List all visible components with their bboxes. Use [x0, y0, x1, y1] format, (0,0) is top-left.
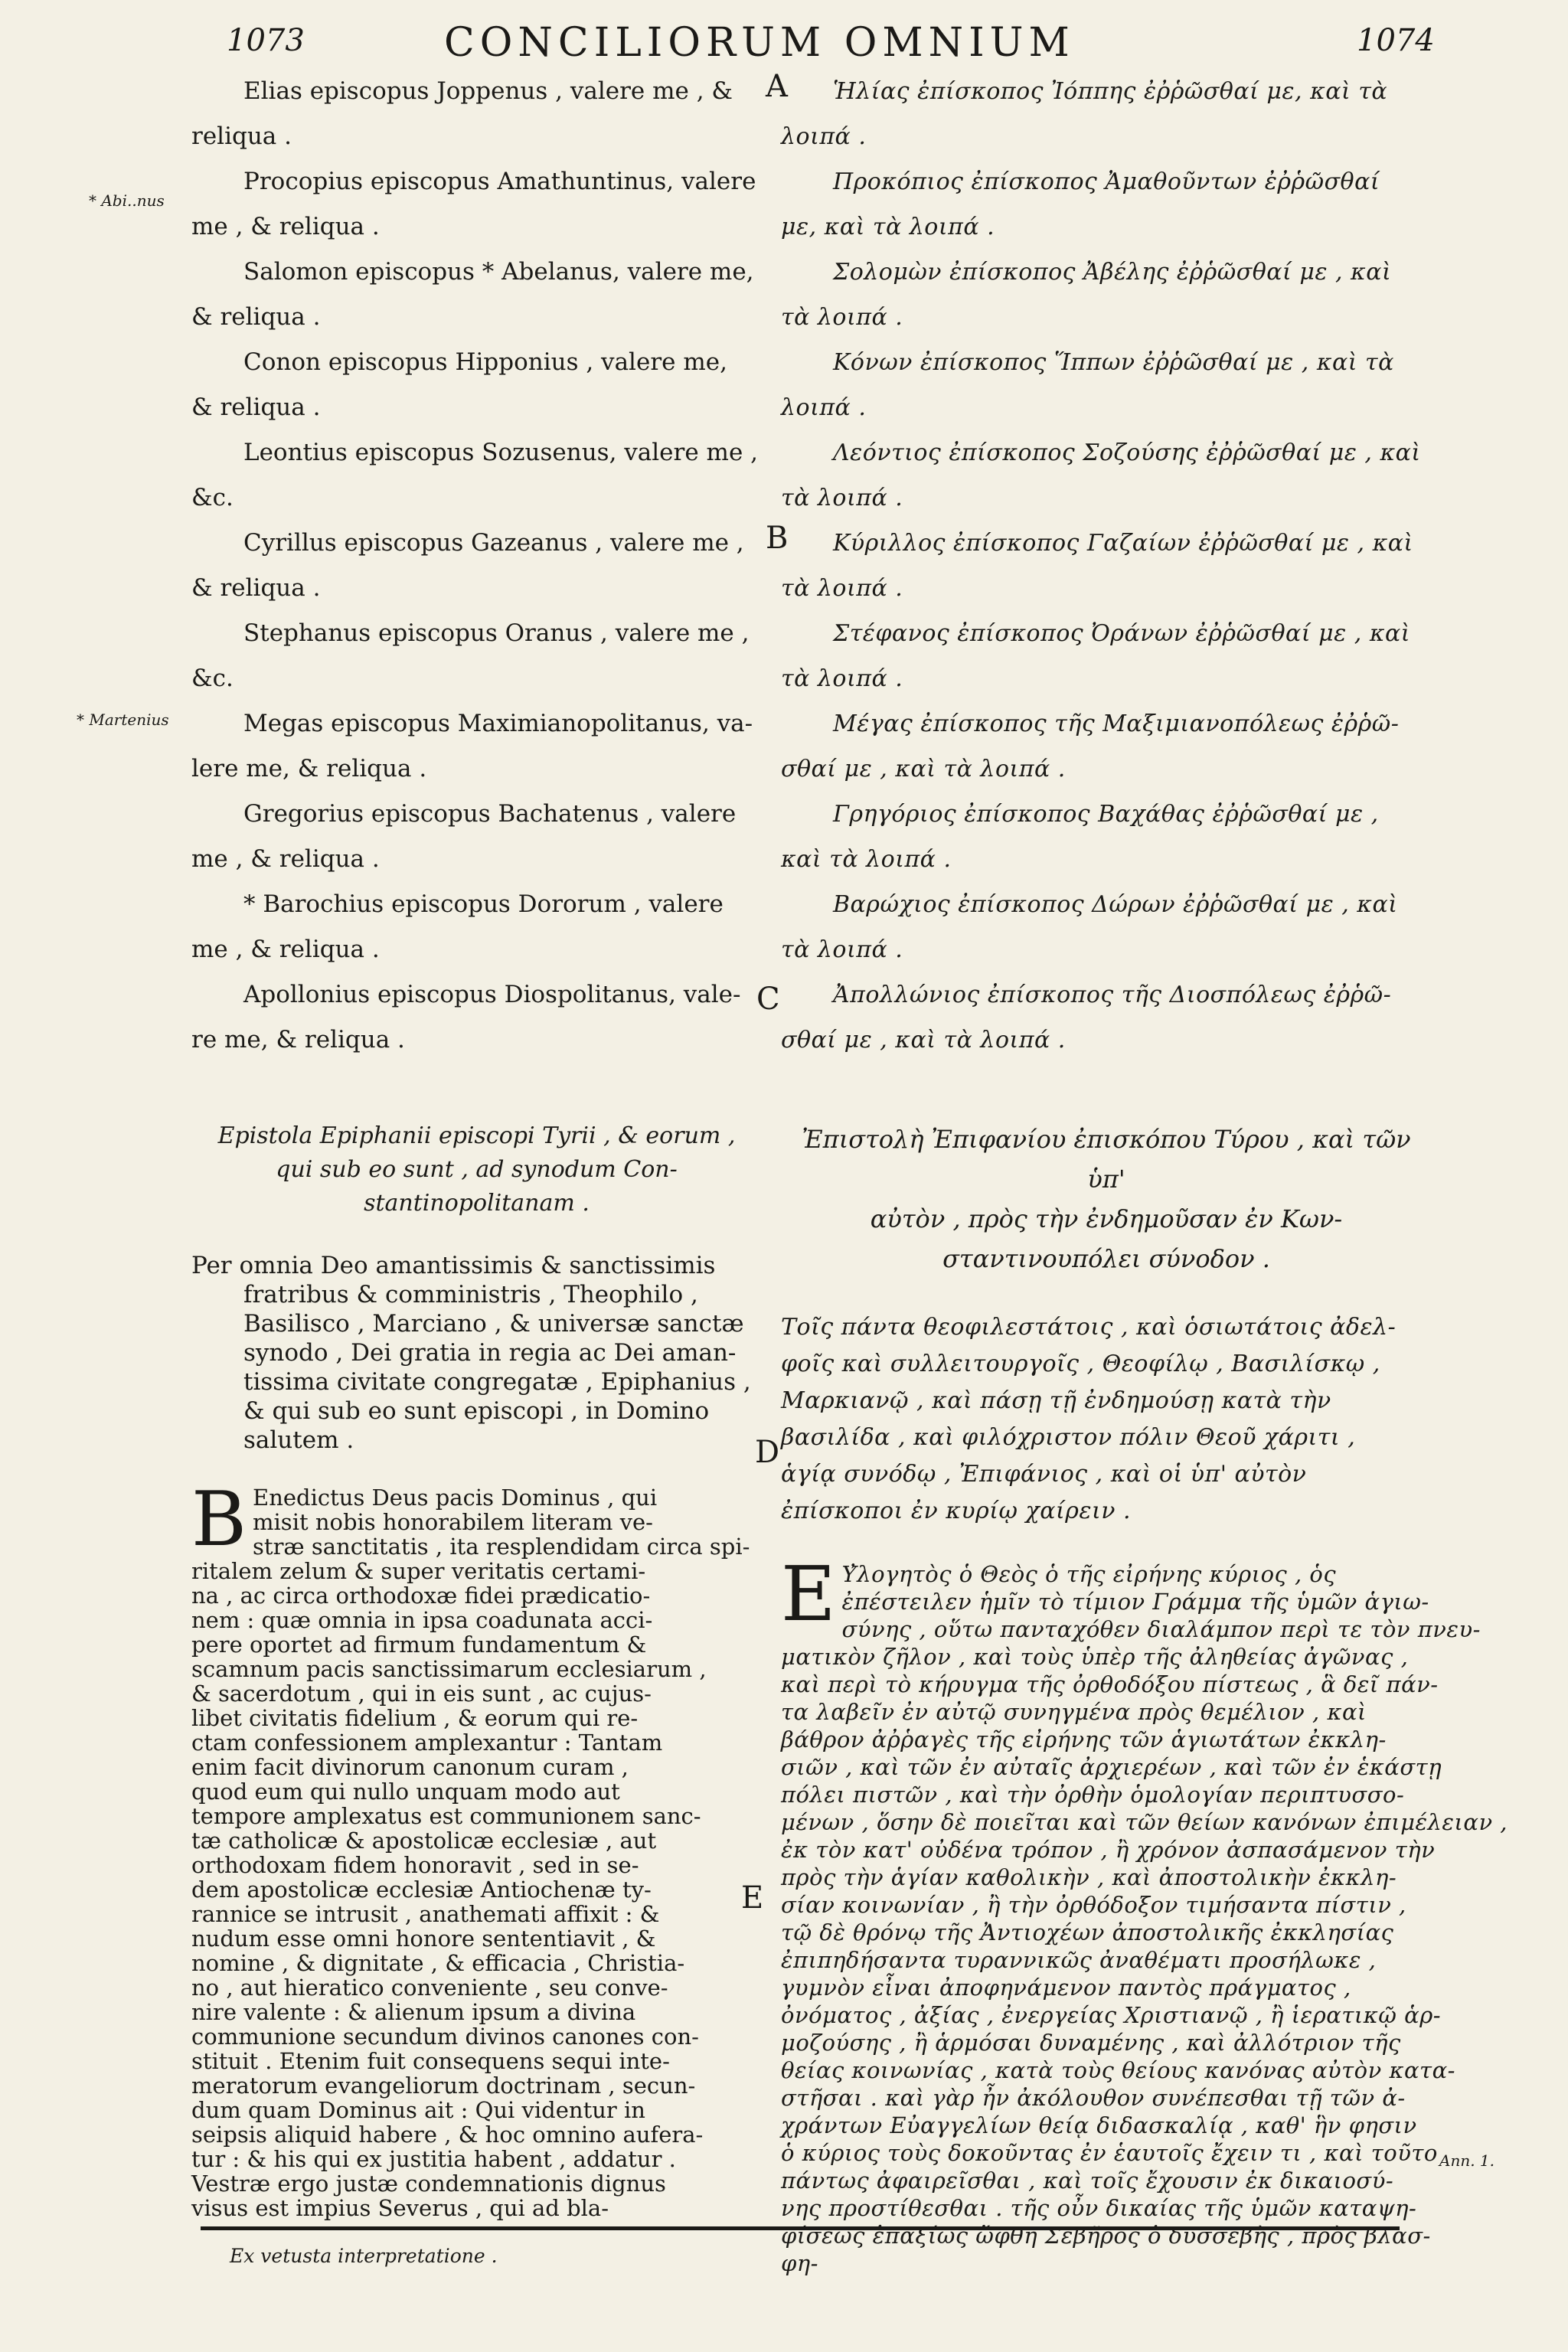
body-line: ritalem zelum & super veritatis certami-	[191, 1558, 646, 1584]
signature-line: Μέγας ἐπίσκοπος τῆς Μαξιμιανοπόλεως ἐῤῥῶ-	[833, 710, 1400, 737]
body-line: σίαν κοινωνίαν , ἢ τὴν ὀρθόδοξον τιμήσαντα πίστιν ,	[781, 1892, 1406, 1918]
signature-line: re me, & reliqua .	[191, 1026, 405, 1054]
body-line: misit nobis honorabilem literam ve-	[253, 1509, 653, 1535]
body-line: quod eum qui nullo unquam modo aut	[191, 1779, 620, 1805]
body-line: πόλει πιστῶν , καὶ τὴν ὀρθὴν ὁμολογίαν περιπτυσσο-	[781, 1782, 1405, 1808]
body-line: libet civitatis fidelium , & eorum qui re-	[191, 1705, 639, 1731]
body-line: θείας κοινωνίας , κατὰ τοὺς θείους κανόνας αὐτὸν κατα-	[781, 2057, 1455, 2083]
signature-line: τὰ λοιπά .	[781, 936, 903, 963]
signature-line: τὰ λοιπά .	[781, 485, 903, 511]
body-line: νης προστίθεσθαι . τῆς οὖν δικαίας τῆς ὑμῶν καταψη-	[781, 2195, 1417, 2221]
signature-line: Stephanus episcopus Oranus , valere me ,	[243, 619, 750, 647]
body-line: communione secundum divinos canones con-	[191, 2024, 699, 2050]
signature-line: τὰ λοιπά .	[781, 304, 903, 331]
signature-entry	[191, 701, 762, 792]
signature-line: Conon episcopus Hipponius , valere me,	[243, 348, 727, 376]
signature-line: reliqua .	[191, 122, 292, 150]
salutation-line: φοῖς καὶ συλλειτουργοῖς , Θεοφίλῳ , Βασιλίσκῳ ,	[781, 1351, 1380, 1377]
body-line: ὀνόματος , ἀξίας , ἐνεργείας Χριστιανῷ , ἢ ἱερατικῷ ἁρ-	[781, 2002, 1442, 2028]
body-line: meratorum evangeliorum doctrinam , secun-	[191, 2073, 696, 2099]
body-line: na , ac circa orthodoxæ fidei prædicatio-	[191, 1583, 651, 1609]
salutation-line: fratribus & comministris , Theophilo ,	[243, 1281, 698, 1308]
salutation-line: & qui sub eo sunt episcopi , in Domino	[243, 1397, 710, 1425]
body-line: visus est impius Severus , qui ad bla-	[191, 2195, 609, 2221]
salutation-line: Τοῖς πάντα θεοφιλεστάτοις , καὶ ὁσιωτάτοις ἀδελ-	[781, 1314, 1396, 1341]
signature-entry	[781, 250, 1432, 340]
signature-line: λοιπά .	[781, 123, 867, 150]
body-line: ἐπέστειλεν ἡμῖν τὸ τίμιον Γράμμα τῆς ὑμῶν ἁγιω-	[841, 1589, 1429, 1615]
margin-note-martenius: * Martenius	[77, 710, 169, 729]
body-line: scamnum pacis sanctissimarum ecclesiarum ,	[191, 1656, 707, 1682]
body-line: dem apostolicæ ecclesiæ Antiochenæ ty-	[191, 1877, 652, 1903]
heading-line: Ἐπιστολὴ Ἐπιφανίου ἐπισκόπου Τύρου , καὶ τῶν ὑπ'	[802, 1125, 1411, 1194]
signature-entry	[781, 521, 1432, 611]
signature-line: Κόνων ἐπίσκοπος Ἵππων ἐῤῥῶσθαί με , καὶ τὰ	[833, 349, 1394, 376]
signature-line: Apollonius episcopus Diospolitanus, vale-	[243, 981, 741, 1008]
heading-line: qui sub eo sunt , ad synodum Con-	[276, 1156, 678, 1183]
page-number-right: 1074	[1357, 23, 1435, 58]
body-line: Vestræ ergo justæ condemnationis dignus	[191, 2171, 666, 2197]
signature-entry	[191, 250, 762, 340]
heading-line: stantinopolitanam .	[364, 1190, 590, 1217]
signature-line: &c.	[191, 484, 234, 511]
body-line: βάθρον ἀῤῥαγὲς τῆς εἰρήνης τῶν ἁγιωτάτων ἐκκλη-	[781, 1726, 1387, 1753]
signature-line: καὶ τὰ λοιπά .	[781, 846, 952, 873]
signature-line: Βαρώχιος ἐπίσκοπος Δώρων ἐῤῥῶσθαί με , καὶ	[833, 891, 1398, 918]
signature-entry	[781, 340, 1432, 430]
signature-line: σθαί με , καὶ τὰ λοιπά .	[781, 756, 1066, 782]
heading-line: Epistola Epiphanii episcopi Tyrii , & eorum ,	[217, 1122, 736, 1149]
page-number-left: 1073	[227, 23, 305, 58]
greek-epistle-heading	[781, 1119, 1432, 1279]
signature-line: Ἀπολλώνιος ἐπίσκοπος τῆς Διοσπόλεως ἐῤῥῶ-	[833, 982, 1392, 1008]
signature-entry	[191, 521, 762, 611]
salutation-line: Μαρκιανῷ , καὶ πάσῃ τῇ ἐνδημούσῃ κατὰ τὴν	[781, 1387, 1331, 1414]
body-line: πρὸς τὴν ἁγίαν καθολικὴν , καὶ ἀποστολικὴν ἐκκλη-	[781, 1864, 1397, 1890]
footnote: Ex vetusta interpretatione .	[230, 2245, 498, 2267]
signature-line: Salomon episcopus * Abelanus, valere me,	[243, 258, 754, 286]
body-line: tur : & his qui ex justitia habent , addatur .	[191, 2146, 676, 2172]
signature-line: me , & reliqua .	[191, 845, 380, 873]
salutation-line: synodo , Dei gratia in regia ac Dei aman-	[243, 1339, 737, 1367]
body-line: καὶ περὶ τὸ κήρυγμα τῆς ὀρθοδόξου πίστεως , ἃ δεῖ πάν-	[781, 1671, 1439, 1697]
signature-entry	[191, 972, 762, 1063]
body-line: μοζούσης , ἢ ἁρμόσαι δυναμένης , καὶ ἀλλότριον τῆς	[781, 2030, 1401, 2056]
body-line: dum quam Dominus ait : Qui videntur in	[191, 2097, 645, 2123]
body-line: rannice se intrusit , anathemati affixit : &	[191, 1901, 660, 1927]
latin-epistle-heading	[191, 1119, 762, 1220]
signature-line: Procopius episcopus Amathuntinus, valere	[243, 168, 756, 195]
body-line: stræ sanctitatis , ita resplendidam circa spi-	[253, 1534, 750, 1560]
signature-line: Leontius episcopus Sozusenus, valere me ,	[243, 439, 758, 466]
body-line: nire valente : & alienum ipsum a divina	[191, 1999, 636, 2025]
body-line: σιῶν , καὶ τῶν ἐν αὐταῖς ἀρχιερέων , καὶ τῶν ἐν ἑκάστῃ	[781, 1754, 1442, 1780]
heading-line: σταντινουπόλει σύνοδον .	[942, 1244, 1270, 1273]
signature-entry	[191, 792, 762, 882]
signature-entry	[781, 792, 1432, 882]
latin-signature-list	[191, 69, 762, 1063]
body-line: seipsis aliquid habere , & hoc omnino aufera-	[191, 2122, 704, 2148]
signature-entry	[191, 340, 762, 430]
greek-salutation	[781, 1309, 1432, 1530]
section-letter-a: A	[766, 69, 788, 104]
latin-column	[191, 69, 762, 2220]
signature-entry	[781, 69, 1432, 159]
signature-entry	[191, 611, 762, 701]
footnote-rule	[201, 2226, 1400, 2230]
body-line: no , aut hieratico conveniente , seu conve-	[191, 1975, 668, 2001]
salutation-line: salutem .	[243, 1426, 354, 1454]
body-line: στῆσαι . καὶ γὰρ ἦν ἀκόλουθον συνέπεσθαι τῇ τῶν ἀ-	[781, 2085, 1406, 2111]
signature-line: τὰ λοιπά .	[781, 665, 903, 692]
signature-line: Λεόντιος ἐπίσκοπος Σοζούσης ἐῤῥῶσθαί με , καὶ	[833, 439, 1421, 466]
running-title: CONCILIORUM OMNIUM	[444, 20, 1075, 66]
signature-line: Cyrillus episcopus Gazeanus , valere me ,	[243, 529, 744, 557]
signature-line: lere me, & reliqua .	[191, 755, 427, 782]
heading-line: αὐτὸν , πρὸς τὴν ἐνδημοῦσαν ἐν Κων-	[870, 1204, 1343, 1233]
latin-body	[191, 1476, 762, 2221]
body-line: tempore amplexatus est communionem sanc-	[191, 1803, 701, 1829]
margin-note-anno: Ann. 1.	[1439, 2151, 1495, 2170]
body-line: φίσεως ἐπαξίως ὤφθη Σεβῆρος ὁ δυσσεβὴς , πρὸς βλασ-	[781, 2223, 1431, 2249]
body-line: orthodoxam fidem honoravit , sed in se-	[191, 1852, 639, 1878]
section-letter-e: E	[741, 1880, 764, 1916]
salutation-line: βασιλίδα , καὶ φιλόχριστον πόλιν Θεοῦ χάριτι ,	[781, 1424, 1356, 1451]
body-line: ἐκ τὸν κατ' οὐδένα τρόπον , ἢ χρόνον ἀσπασάμενον τὴν	[781, 1837, 1436, 1863]
body-line: σύνης , οὕτω πανταχόθεν διαλάμπον περὶ τε τὸν πνευ-	[841, 1616, 1481, 1642]
salutation-line: ἁγίᾳ συνόδῳ , Ἐπιφάνιος , καὶ οἱ ὑπ' αὐτὸν	[781, 1461, 1307, 1488]
body-line: φη-	[781, 2250, 818, 2276]
latin-salutation	[191, 1251, 762, 1455]
signature-entry	[781, 430, 1432, 521]
drop-cap-greek: Ε	[781, 1551, 836, 1638]
section-letter-d: D	[755, 1435, 780, 1470]
salutation-line: Basilisco , Marciano , & universæ sanctæ	[243, 1310, 744, 1338]
body-line: nudum esse omni honore sententiavit , &	[191, 1926, 656, 1952]
greek-signature-list	[781, 69, 1432, 1063]
body-line: ὁ κύριος τοὺς δοκοῦντας ἐν ἑαυτοῖς ἔχειν τι , καὶ τοῦτο	[781, 2140, 1438, 2166]
signature-line: Κύριλλος ἐπίσκοπος Γαζαίων ἐῤῥῶσθαί με , καὶ	[833, 530, 1413, 557]
signature-line: Γρηγόριος ἐπίσκοπος Βαχάθας ἐῤῥῶσθαί με ,	[833, 801, 1379, 828]
signature-line: σθαί με , καὶ τὰ λοιπά .	[781, 1027, 1066, 1054]
margin-note-abelanus: * Abi..nus	[89, 191, 165, 210]
body-line: ctam confessionem amplexantur : Tantam	[191, 1730, 663, 1756]
signature-line: Προκόπιος ἐπίσκοπος Ἀμαθοῦντων ἐῤῥῶσθαί	[833, 168, 1380, 195]
page-header	[0, 17, 1568, 66]
body-line: γυμνὸν εἶναι ἀποφηνάμενον παντὸς πράγματος ,	[781, 1975, 1351, 2001]
signature-entry	[191, 430, 762, 521]
section-letter-c: C	[756, 982, 780, 1017]
body-line: enim facit divinorum canonum curam ,	[191, 1754, 629, 1780]
signature-line: Megas episcopus Maximianopolitanus, va-	[243, 710, 753, 737]
section-letter-b: B	[766, 521, 789, 556]
body-line: μένων , ὅσην δὲ ποιεῖται καὶ τῶν θείων κανόνων ἐπιμέλειαν ,	[781, 1809, 1508, 1835]
body-line: pere oportet ad firmum fundamentum &	[191, 1632, 647, 1658]
signature-line: Gregorius episcopus Bachatenus , valere	[243, 800, 737, 828]
body-line: & sacerdotum , qui in eis sunt , ac cujus-	[191, 1681, 652, 1707]
salutation-line: Per omnia Deo amantissimis & sanctissimis	[191, 1252, 716, 1279]
body-line: tæ catholicæ & apostolicæ ecclesiæ , aut	[191, 1828, 657, 1854]
signature-entry	[191, 882, 762, 972]
signature-line: με, καὶ τὰ λοιπά .	[781, 214, 995, 240]
signature-entry	[781, 701, 1432, 792]
signature-entry	[781, 882, 1432, 972]
signature-entry	[781, 611, 1432, 701]
body-line: Υ̓λογητὸς ὁ Θεὸς ὁ τῆς εἰρήνης κύριος , ὁς	[841, 1561, 1337, 1587]
signature-line: * Barochius episcopus Dororum , valere	[243, 890, 724, 918]
signature-line: & reliqua .	[191, 574, 321, 602]
body-line: Enedictus Deus pacis Dominus , qui	[253, 1485, 658, 1511]
signature-entry	[191, 69, 762, 159]
signature-line: Ἡλίας ἐπίσκοπος Ἰόππης ἐῤῥῶσθαί με, καὶ τὰ	[833, 78, 1388, 105]
body-line: τα λαβεῖν ἐν αὐτῷ συνηγμένα πρὸς θεμέλιον , καὶ	[781, 1699, 1367, 1725]
signature-line: &c.	[191, 665, 234, 692]
body-line: πάντως ἀφαιρεῖσθαι , καὶ τοῖς ἔχουσιν ἐκ δικαιοσύ-	[781, 2167, 1394, 2194]
signature-line: τὰ λοιπά .	[781, 575, 903, 602]
signature-line: Στέφανος ἐπίσκοπος Ὀράνων ἐῤῥῶσθαί με , καὶ	[833, 620, 1411, 647]
signature-line: me , & reliqua .	[191, 213, 380, 240]
body-line: ματικὸν ζῆλον , καὶ τοὺς ὑπὲρ τῆς ἀληθείας ἀγῶνας ,	[781, 1644, 1409, 1670]
drop-cap-latin: B	[191, 1476, 247, 1563]
body-line: χράντων Εὐαγγελίων θείᾳ διδασκαλίᾳ , καθ' ἣν φησιν	[781, 2112, 1417, 2138]
signature-entry	[191, 159, 762, 250]
signature-line: λοιπά .	[781, 394, 867, 421]
signature-line: me , & reliqua .	[191, 936, 380, 963]
salutation-line: ἐπίσκοποι ἐν κυρίῳ χαίρειν .	[781, 1498, 1132, 1524]
signature-line: Elias episcopus Joppenus , valere me , &	[243, 77, 733, 105]
salutation-line: tissima civitate congregatæ , Epiphanius ,	[243, 1368, 751, 1396]
body-line: nem : quæ omnia in ipsa coadunata acci-	[191, 1607, 653, 1633]
signature-entry	[781, 972, 1432, 1063]
signature-line: Σολομὼν ἐπίσκοπος Ἀβέλης ἐῤῥῶσθαί με , καὶ	[833, 259, 1392, 286]
body-line: ἐπιπηδήσαντα τυραννικῶς ἀναθέματι προσήλωκε ,	[781, 1947, 1377, 1973]
signature-entry	[781, 159, 1432, 250]
signature-line: & reliqua .	[191, 394, 321, 421]
body-line: τῷ δὲ θρόνῳ τῆς Ἀντιοχέων ἀποστολικῆς ἐκκλησίας	[781, 1919, 1394, 1945]
body-line: nomine , & dignitate , & efficacia , Christia-	[191, 1950, 685, 1976]
signature-line: & reliqua .	[191, 303, 321, 331]
body-line: stituit . Etenim fuit consequens sequi inte-	[191, 2048, 670, 2074]
